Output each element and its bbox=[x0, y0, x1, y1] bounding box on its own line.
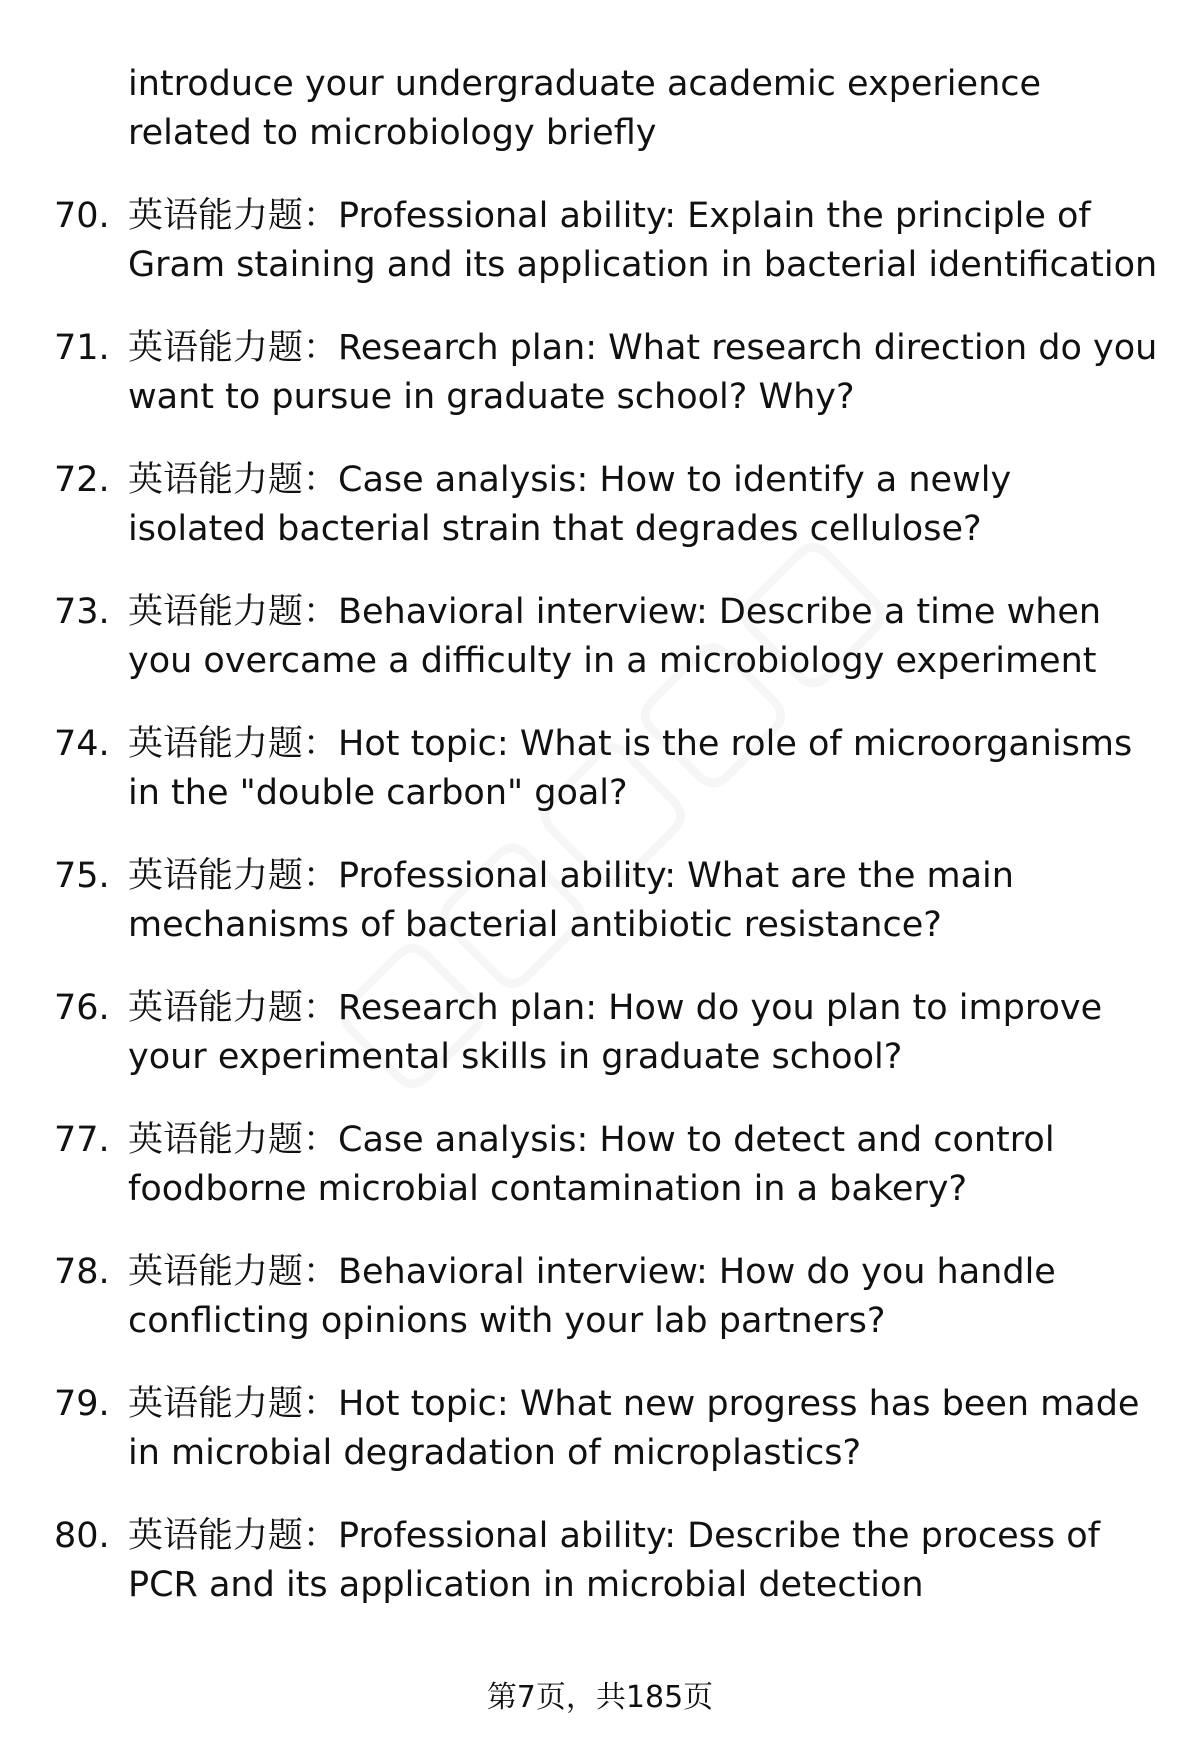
page-footer: 第7页，共185页 bbox=[486, 1680, 714, 1715]
list-item bbox=[0, 1116, 1200, 1248]
list-item bbox=[0, 192, 1200, 324]
question-number: 74. bbox=[54, 724, 110, 764]
list-item bbox=[0, 720, 1200, 852]
question-number: 73. bbox=[54, 592, 110, 632]
question-text: 英语能力题：Behavioral interview: Describe a time when you overcame a difficulty in a microbiology experiment bbox=[128, 592, 1102, 681]
question-number: 76. bbox=[54, 988, 110, 1028]
list-item bbox=[0, 1512, 1200, 1644]
list-item bbox=[0, 852, 1200, 984]
question-number: 77. bbox=[54, 1120, 110, 1160]
question-text: 英语能力题：Hot topic: What is the role of microorganisms in the "double carbon" goal? bbox=[128, 724, 1133, 813]
question-number: 75. bbox=[54, 856, 110, 896]
question-text: 英语能力题：Research plan: How do you plan to improve your experimental skills in graduate school? bbox=[128, 988, 1103, 1077]
question-number: 72. bbox=[54, 460, 110, 500]
question-number: 79. bbox=[54, 1384, 110, 1424]
continued-question-text: introduce your undergraduate academic experience related to microbiology briefly bbox=[128, 64, 1042, 153]
list-item bbox=[0, 324, 1200, 456]
question-number: 80. bbox=[54, 1516, 110, 1556]
question-list bbox=[0, 192, 1200, 1644]
question-number: 71. bbox=[54, 328, 110, 368]
question-text: 英语能力题：Research plan: What research direction do you want to pursue in graduate school? Why? bbox=[128, 328, 1158, 417]
list-item bbox=[0, 588, 1200, 720]
question-number: 78. bbox=[54, 1252, 110, 1292]
question-text: 英语能力题：Case analysis: How to detect and control foodborne microbial contamination in a bakery? bbox=[128, 1120, 1055, 1209]
question-text: 英语能力题：Hot topic: What new progress has been made in microbial degradation of microplastics? bbox=[128, 1384, 1140, 1473]
question-text: 英语能力题：Professional ability: Describe the process of PCR and its application in microbial detection bbox=[128, 1516, 1100, 1605]
question-text: 英语能力题：Case analysis: How to identify a newly isolated bacterial strain that degrades cellulose? bbox=[128, 460, 1012, 549]
question-text: 英语能力题：Behavioral interview: How do you handle conflicting opinions with your lab partners? bbox=[128, 1252, 1056, 1341]
list-item bbox=[0, 1248, 1200, 1380]
list-item bbox=[0, 1380, 1200, 1512]
question-number: 70. bbox=[54, 196, 110, 236]
question-text: 英语能力题：Professional ability: What are the main mechanisms of bacterial antibiotic resistance? bbox=[128, 856, 1014, 945]
list-item bbox=[0, 984, 1200, 1116]
list-item bbox=[0, 456, 1200, 588]
question-text: 英语能力题：Professional ability: Explain the principle of Gram staining and its application in bacterial identification bbox=[128, 196, 1158, 285]
